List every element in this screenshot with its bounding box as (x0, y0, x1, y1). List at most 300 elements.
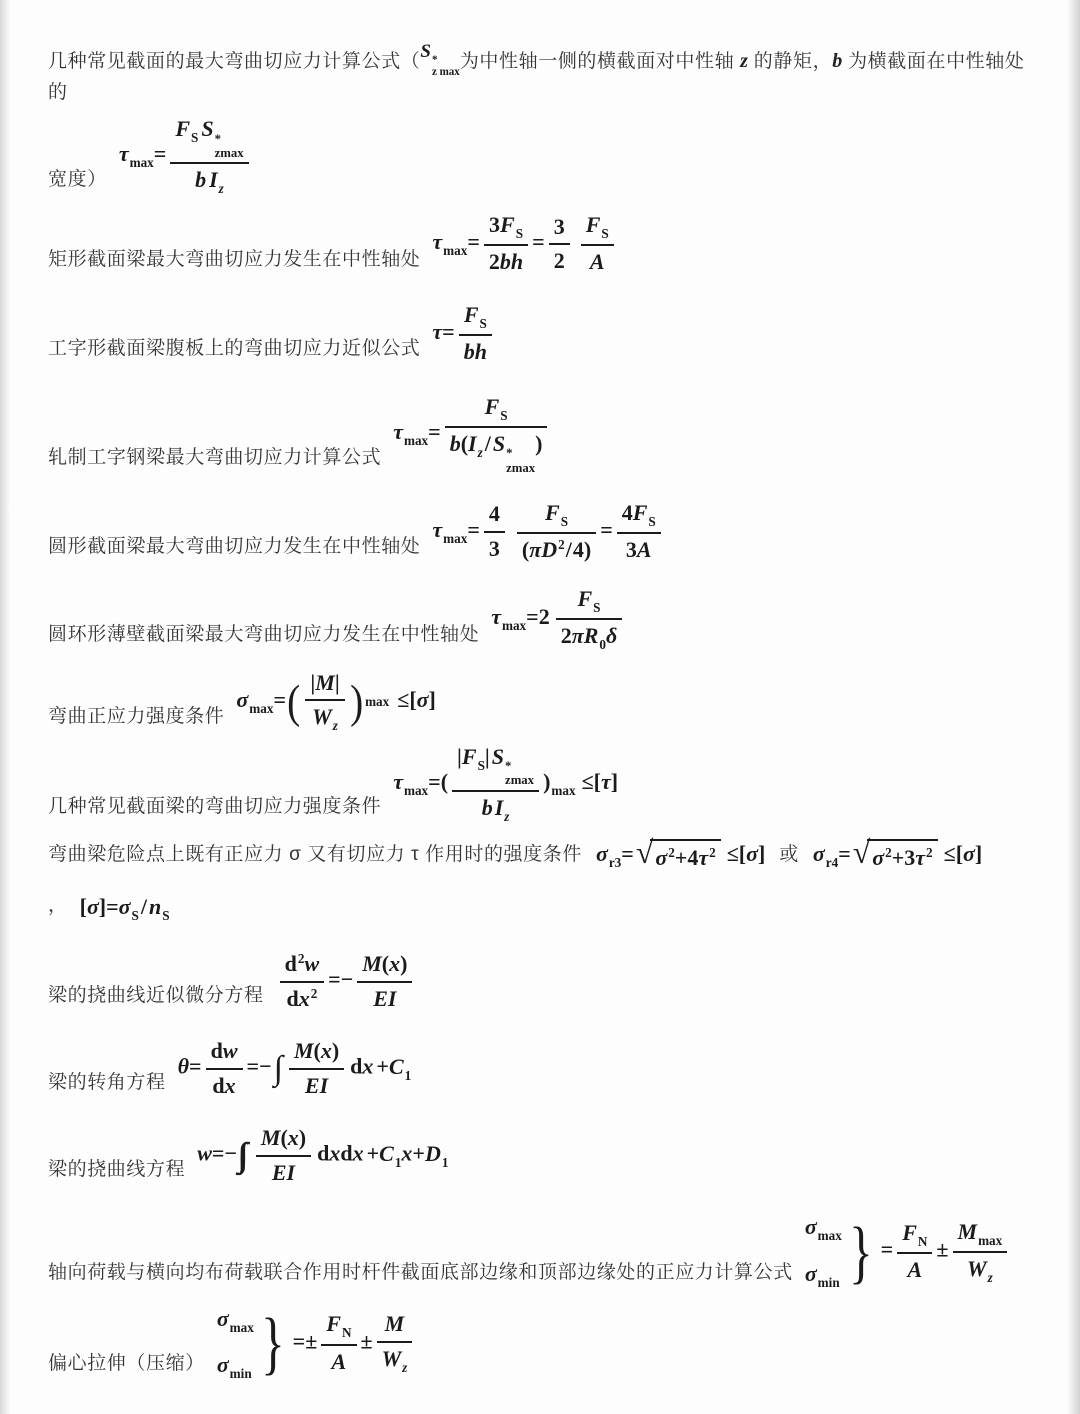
math-subscripted (812, 840, 839, 870)
math-space (509, 536, 513, 537)
superscript (432, 55, 438, 67)
math-symbol: 4) (572, 537, 592, 563)
math-operator-d: d (350, 1053, 363, 1079)
fraction (459, 301, 492, 367)
line-max-shear-general (48, 115, 1036, 197)
math-var: π (571, 622, 584, 648)
math-var: M (260, 1125, 281, 1151)
math-subscripted (118, 893, 139, 923)
math-symbol: max (229, 1319, 254, 1335)
math-symbol: = (273, 686, 286, 712)
label-text: 或 (779, 843, 799, 865)
fraction (256, 1124, 311, 1187)
math-var: R (583, 622, 599, 648)
math-symbol: S (479, 316, 487, 331)
math-var: F (632, 500, 648, 525)
math-symbol: S (560, 513, 569, 529)
math-symbol: r3 (608, 854, 622, 870)
superscript (709, 845, 716, 860)
math-symbol: 2 (926, 844, 933, 860)
subscript (404, 433, 428, 448)
fraction (484, 500, 505, 563)
math-subscripted (632, 500, 656, 529)
intro-paragraph (48, 40, 1036, 107)
math-symbol: =− (328, 966, 354, 992)
superscript (311, 986, 318, 1001)
math-var: b (195, 167, 207, 193)
math-subscripted (585, 212, 609, 242)
denominator (517, 534, 596, 565)
math-var: τ (432, 516, 443, 542)
math-symbol: S (648, 513, 656, 529)
math-symbol: = (532, 229, 545, 255)
line-allowable-stress (48, 892, 1036, 924)
math-symbol: 2 (488, 249, 500, 275)
math-operator-d: d (340, 1140, 353, 1166)
math-subscripted (393, 768, 429, 798)
math-var: A (636, 537, 652, 563)
label-text: 偏心拉伸（压缩） (48, 1353, 205, 1375)
denominator (549, 245, 570, 276)
math-symbol: ] (610, 768, 619, 794)
fraction (357, 950, 412, 1013)
math-subscripted (463, 302, 487, 331)
subscript (648, 514, 655, 529)
math-subscripted (957, 1218, 1003, 1248)
math-var: τ (915, 844, 926, 870)
line-rolled-i-beam (48, 393, 1036, 475)
numerator (549, 213, 570, 246)
math-var: M (293, 1038, 314, 1064)
math-symbol: =− (246, 1053, 272, 1079)
math-subscripted (595, 840, 622, 870)
subscript (593, 600, 600, 615)
math-symbol: [ (79, 893, 87, 919)
math-var: EI (304, 1072, 329, 1098)
denominator (556, 620, 623, 653)
denominator (581, 246, 614, 277)
math-var: b (481, 794, 493, 820)
math-var: W (312, 704, 332, 730)
math-var: F (585, 212, 601, 238)
math-symbol: ) (543, 768, 551, 794)
math-subscripted (491, 603, 527, 633)
math-var: M (315, 669, 335, 695)
numerator (897, 1219, 932, 1254)
line-annular-section (48, 585, 1036, 653)
radical-sign: √ (852, 834, 871, 870)
math-subscripted (500, 212, 524, 242)
math-symbol: * (505, 758, 512, 773)
math-superscripted (655, 845, 674, 870)
script-stack (215, 133, 244, 161)
fraction (897, 1219, 932, 1285)
subscript (599, 637, 606, 652)
radicand (867, 839, 937, 873)
math-symbol: zmax (214, 145, 244, 160)
math-symbol: = (467, 229, 480, 255)
math-subscripted (217, 1351, 252, 1382)
math-var: x (362, 1053, 374, 1079)
math-operator-d: d (317, 1140, 330, 1166)
formula-sigma-r4 (812, 834, 983, 873)
label-text: 轴向荷载与横向均布荷载联合作用时杆件截面底部边缘和顶部边缘处的正应力计算公式 (48, 1262, 793, 1284)
math-subscripted (175, 116, 199, 146)
close-paren: ) (349, 675, 363, 727)
math-symbol: | (484, 743, 490, 769)
math-var: σ (963, 840, 975, 866)
math-superscripted (285, 951, 305, 976)
math-sub-sup (201, 116, 244, 160)
subscript (478, 445, 483, 460)
math-symbol: = (838, 840, 851, 866)
square-root (852, 834, 938, 873)
fraction (321, 1310, 356, 1376)
formula-axial-bending (805, 1213, 1011, 1290)
numerator (556, 585, 623, 620)
math-var: σ (746, 840, 758, 866)
math-symbol: 3 (489, 212, 501, 238)
math-var: bh (463, 339, 487, 365)
math-var: x (329, 1140, 341, 1166)
math-symbol: r4 (825, 854, 839, 870)
formula-tau-circular (432, 499, 664, 565)
math-var: bh (499, 249, 524, 275)
math-subscripted (217, 1305, 254, 1336)
math-symbol: ≤[ (943, 840, 964, 866)
math-symbol: 2 (885, 844, 892, 860)
math-symbol: min (229, 1365, 252, 1381)
math-symbol: / (565, 537, 572, 563)
label-text: 工字形截面梁腹板上的弯曲切应力近似公式 (48, 338, 421, 360)
numerator (256, 1124, 311, 1157)
subscript (500, 408, 507, 423)
math-symbol: + (412, 1140, 425, 1166)
stack-bottom (805, 1260, 840, 1291)
label-text: 梁的挠曲线近似微分方程 (48, 984, 264, 1006)
subscript (249, 701, 273, 716)
math-symbol: 4 (621, 500, 633, 525)
math-var: w (197, 1140, 212, 1166)
math-subscripted (484, 393, 508, 423)
math-symbol: ( (521, 537, 530, 563)
math-symbol: 1 (441, 1154, 449, 1170)
line-i-beam-web (48, 301, 1036, 367)
line-combined-stress (48, 834, 1036, 873)
numerator (305, 669, 344, 702)
math-var: τ (118, 141, 129, 167)
denominator (459, 336, 492, 367)
fraction (280, 950, 325, 1013)
numerator (452, 743, 539, 792)
math-symbol: zmax (506, 460, 536, 475)
math-symbol: max (443, 243, 468, 259)
math-var: F (500, 212, 515, 238)
fraction (305, 669, 344, 735)
denominator (280, 983, 325, 1014)
subscript (601, 226, 608, 241)
subscript (219, 181, 224, 196)
math-var: I (468, 430, 477, 456)
math-var: I (494, 794, 504, 820)
math-symbol: ± (936, 1237, 949, 1263)
math-subscripted (432, 229, 468, 259)
math-symbol: = (428, 418, 441, 444)
subscript (818, 1228, 842, 1243)
math-var: F (577, 585, 593, 611)
math-symbol: 2 (558, 537, 565, 553)
math-symbol: ( (460, 430, 469, 456)
numerator (206, 1037, 243, 1070)
math-symbol: * (214, 131, 221, 146)
inline-math-var: b (832, 50, 843, 72)
line-deflection-equation (48, 1124, 1036, 1187)
math-subscripted (381, 1346, 408, 1375)
math-var: τ (600, 768, 611, 794)
math-symbol: N (341, 1325, 352, 1341)
label-text: 梁的转角方程 (48, 1071, 166, 1093)
math-symbol: ± (360, 1328, 373, 1354)
math-symbol: ) (535, 430, 543, 456)
subscript (402, 1360, 407, 1375)
fraction (549, 213, 570, 276)
subscript (342, 1325, 352, 1340)
inline-math-var: z (740, 50, 748, 72)
math-symbol: 2 (297, 951, 305, 966)
denominator (357, 983, 412, 1014)
line-shear-stress-strength (48, 743, 1036, 825)
subscript (162, 908, 169, 923)
fraction (581, 211, 614, 277)
stacked-pair (805, 1213, 878, 1290)
math-var: τ (432, 229, 443, 255)
math-var: F (175, 116, 190, 142)
math-symbol: N (917, 1234, 928, 1250)
math-symbol: 1 (394, 1154, 402, 1170)
math-symbol: * (506, 446, 513, 461)
math-subscripted (583, 622, 606, 652)
math-symbol: 2 (668, 844, 675, 860)
math-var: I (209, 167, 218, 193)
stack-column (805, 1213, 842, 1290)
formula-deflection-ode (276, 950, 417, 1013)
math-symbol: S (477, 757, 485, 773)
math-var: W (967, 1256, 987, 1282)
subscript (826, 855, 838, 870)
denominator (452, 792, 539, 825)
math-var: z (332, 718, 338, 734)
math-symbol: = (621, 840, 634, 866)
math-sub-sup (491, 743, 535, 788)
math-symbol: max (978, 1232, 1003, 1248)
superscript (926, 845, 933, 860)
superscript (506, 447, 512, 460)
subscript (132, 908, 139, 923)
math-symbol: = (467, 516, 480, 542)
math-symbol: ) (298, 1125, 307, 1151)
math-subscripted (967, 1256, 993, 1285)
subscript (478, 758, 485, 773)
math-symbol: max (403, 432, 429, 448)
formula-s-zmax-inline (420, 40, 459, 79)
math-subscripted (149, 893, 170, 923)
label-text: 梁的挠曲线方程 (48, 1158, 186, 1180)
math-subscripted (543, 768, 576, 798)
numerator (170, 115, 248, 164)
subscript (516, 226, 523, 241)
radical-sign: √ (635, 834, 654, 870)
numerator (357, 950, 412, 983)
math-subscripted (461, 743, 485, 773)
math-var: S (491, 743, 505, 769)
line-normal-stress-strength (48, 669, 1036, 735)
parenthesized-group (286, 669, 389, 735)
fraction (206, 1037, 243, 1100)
fraction (484, 211, 528, 277)
label-text: 轧制工字钢梁最大弯曲切应力计算公式 (48, 446, 382, 468)
numerator (953, 1218, 1008, 1253)
math-var: n (149, 893, 162, 919)
math-subscripted (379, 1140, 402, 1170)
math-symbol: 2 (553, 248, 565, 274)
math-var: σ (595, 840, 608, 866)
math-var: τ (432, 318, 443, 344)
brace: } (848, 1212, 873, 1291)
formula-slope (178, 1037, 412, 1100)
math-symbol: +4 (674, 844, 699, 870)
math-symbol: = (600, 516, 613, 542)
math-subscripted (468, 430, 483, 460)
math-symbol: | (457, 743, 462, 769)
fraction (452, 743, 539, 825)
denominator (484, 533, 505, 564)
math-symbol: max (403, 782, 429, 798)
subscript (918, 1234, 928, 1249)
subscript (432, 67, 460, 79)
numerator (445, 393, 548, 428)
math-subscripted (326, 1311, 352, 1341)
math-var: σ (812, 840, 825, 866)
superscript (558, 537, 565, 552)
numerator (517, 499, 596, 534)
math-var: θ (177, 1053, 190, 1079)
math-var: τ (393, 768, 403, 794)
math-subscripted (902, 1220, 928, 1250)
subscript (333, 718, 338, 733)
math-var: z (477, 444, 483, 460)
math-symbol: 0 (599, 636, 606, 652)
math-superscripted (698, 845, 715, 870)
math-sub-sup (492, 430, 536, 475)
subscript (405, 1068, 412, 1083)
formula-sigma-r3 (595, 834, 766, 873)
numerator (377, 1310, 413, 1343)
math-var: z (402, 1359, 408, 1375)
label-text: 为中性轴一侧的横截面对中性轴 (459, 51, 741, 72)
math-symbol: max (129, 155, 154, 171)
denominator (445, 428, 548, 475)
math-sub-sup (420, 41, 460, 79)
superscript (668, 845, 675, 860)
math-symbol: ] (974, 840, 983, 866)
math-symbol: ( (440, 768, 449, 794)
math-symbol: 1 (404, 1067, 412, 1083)
math-symbol: 2 (560, 622, 572, 648)
math-subscripted (424, 1140, 449, 1170)
subscript (443, 243, 467, 258)
math-symbol: S (162, 907, 170, 923)
label-text: 为横截面在中性轴处的 (48, 51, 1025, 103)
math-var: C (388, 1053, 404, 1079)
math-var: F (461, 743, 477, 769)
denominator (484, 246, 528, 277)
math-superscripted (541, 537, 564, 562)
subscript (230, 1320, 254, 1335)
math-symbol: max (501, 617, 527, 633)
math-symbol: S (131, 907, 139, 923)
math-symbol: min (817, 1274, 840, 1290)
math-space (550, 623, 552, 624)
fraction (170, 115, 248, 197)
script-stack (432, 55, 460, 79)
math-superscripted (872, 845, 891, 870)
math-symbol: | (310, 669, 316, 695)
math-subscripted (805, 1213, 842, 1244)
math-symbol: 3 (488, 535, 500, 561)
line-circular-section (48, 499, 1036, 565)
formula-tau-i-web (432, 301, 496, 367)
denominator (617, 534, 661, 565)
open-paren: ( (287, 675, 301, 727)
formula-sigma-strength (236, 669, 435, 735)
math-var: C (379, 1140, 394, 1166)
math-var: σ (655, 844, 668, 870)
line-rectangular-section (48, 211, 1036, 277)
label-text: 宽度） (48, 168, 107, 190)
label-text: 矩形截面梁最大弯曲切应力发生在中性轴处 (48, 248, 421, 270)
math-space (574, 248, 577, 249)
subscript (404, 783, 428, 798)
math-var: z (504, 808, 510, 824)
math-superscripted (299, 986, 318, 1011)
fraction (445, 393, 548, 475)
denominator (953, 1253, 1008, 1286)
math-subscripted (236, 686, 274, 716)
math-symbol: 4 (488, 501, 500, 527)
formula-tau-annular (491, 585, 626, 653)
math-var: S (201, 116, 214, 142)
script-stack (505, 760, 534, 788)
math-symbol: = (106, 893, 119, 919)
integral-sign: ∫ (273, 1049, 283, 1087)
subscript (818, 1275, 840, 1290)
math-symbol: ± (305, 1328, 318, 1354)
math-var: σ (86, 893, 99, 919)
denominator (377, 1343, 413, 1376)
math-symbol: S (515, 226, 524, 242)
math-subscripted (388, 1053, 412, 1083)
subscript (506, 462, 535, 475)
math-symbol: S (593, 599, 601, 615)
numerator (617, 499, 661, 534)
math-symbol: + (376, 1053, 389, 1079)
math-subscripted (312, 704, 338, 734)
numerator (581, 211, 614, 246)
math-operator-d: d (286, 985, 299, 1011)
subscript (442, 1155, 449, 1170)
math-operator-d: d (284, 950, 297, 976)
math-subscripted (577, 585, 601, 615)
